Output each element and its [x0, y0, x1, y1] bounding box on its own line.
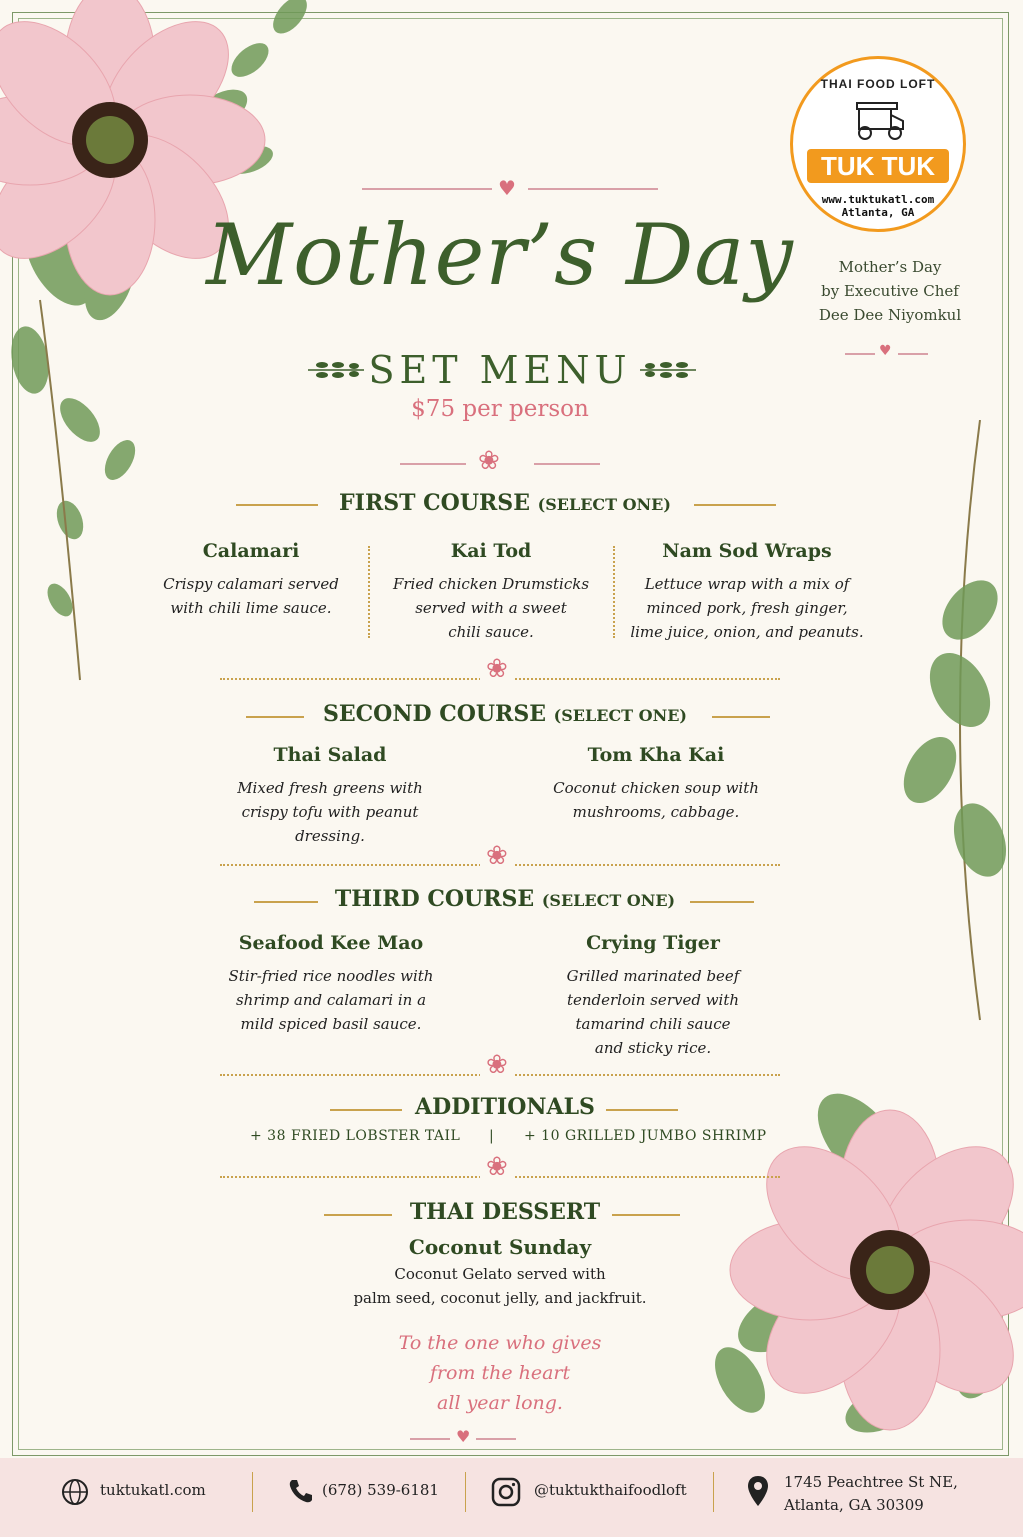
menu-item-desc	[528, 776, 784, 824]
desc-line: dressing.	[295, 827, 365, 845]
second-course-heading	[200, 701, 810, 727]
quote-line: all year long.	[437, 1392, 563, 1414]
desc-line: and sticky rice.	[594, 1039, 712, 1057]
logo-city-line: Atlanta, GA	[841, 206, 915, 219]
lotus-icon: ❀	[480, 1050, 514, 1080]
first-course-select: (SELECT ONE)	[537, 495, 671, 514]
chef-line-3: Dee Dee Niyomkul	[818, 306, 962, 324]
footer-website[interactable]: tuktukatl.com	[100, 1481, 206, 1499]
address-line: Atlanta, GA 30309	[784, 1496, 924, 1514]
lotus-icon: ❀	[480, 654, 514, 684]
first-course-title: FIRST COURSE	[339, 490, 530, 516]
menu-item-name: Nam Sod Wraps	[662, 540, 832, 562]
menu-item-name: Calamari	[202, 540, 300, 562]
course-rule-right	[694, 504, 776, 506]
desc-line: Fried chicken Drumsticks	[392, 575, 590, 593]
page-subtitle: SET MENU	[368, 348, 632, 392]
desc-line: Lettuce wrap with a mix of	[644, 575, 850, 593]
heart-icon: ♥	[456, 1427, 471, 1446]
desc-line: mushrooms, cabbage.	[572, 803, 740, 821]
quote-line: from the heart	[429, 1362, 571, 1384]
column-divider	[368, 546, 370, 638]
desc-line: Grilled marinated beef	[566, 967, 740, 985]
closing-quote	[340, 1328, 660, 1418]
course-rule-right	[612, 1214, 680, 1216]
desc-line: Crispy calamari served	[163, 575, 339, 593]
chef-line-2: by Executive Chef	[821, 282, 959, 300]
chef-line-1: Mother’s Day	[838, 258, 942, 276]
tuk-tuk-icon	[851, 97, 907, 143]
desc-line: palm seed, coconut jelly, and jackfruit.	[353, 1289, 647, 1307]
desc-line: lime juice, onion, and peanuts.	[630, 623, 864, 641]
logo-top-text: THAI FOOD LOFT	[820, 77, 936, 91]
instagram-icon	[490, 1476, 522, 1508]
second-course-title: SECOND COURSE	[323, 701, 546, 727]
footer-divider	[713, 1472, 714, 1512]
dessert-heading: THAI DESSERT	[409, 1199, 601, 1225]
quote-line: To the one who gives	[398, 1332, 602, 1354]
address-line: 1745 Peachtree St NE,	[784, 1473, 958, 1491]
lotus-icon: ❀	[480, 841, 514, 871]
third-course-select: (SELECT ONE)	[541, 891, 676, 910]
menu-item-name: Kai Tod	[450, 540, 532, 562]
desc-line: crispy tofu with peanut	[241, 803, 419, 821]
location-pin-icon	[746, 1474, 770, 1508]
menu-item-desc	[140, 572, 362, 620]
additionals-heading: ADDITIONALS	[415, 1094, 595, 1120]
desc-line: Coconut chicken soup with	[553, 779, 759, 797]
title-rule-right	[528, 188, 658, 190]
chef-note	[800, 255, 980, 327]
menu-item-name: Tom Kha Kai	[587, 744, 725, 766]
footer-divider	[465, 1472, 466, 1512]
lotus-icon: ❀	[480, 1152, 514, 1182]
additional-item: + 38 FRIED LOBSTER TAIL	[250, 1128, 461, 1144]
lotus-icon: ❀	[478, 446, 500, 476]
second-course-select: (SELECT ONE)	[553, 706, 687, 725]
chef-rule-right	[898, 353, 928, 355]
desc-line: shrimp and calamari in a	[235, 991, 427, 1009]
desc-line: with chili lime sauce.	[170, 599, 332, 617]
course-rule-right	[690, 901, 754, 903]
menu-item-desc	[206, 964, 456, 1036]
footer-divider	[252, 1472, 253, 1512]
menu-item-desc	[210, 776, 450, 848]
heart-icon: ♥	[879, 343, 892, 359]
desc-line: served with a sweet	[415, 599, 567, 617]
menu-item-name: Crying Tiger	[586, 932, 720, 954]
additional-separator: |	[489, 1128, 495, 1144]
title-rule-left	[362, 188, 492, 190]
menu-item-name: Seafood Kee Mao	[238, 932, 424, 954]
tuk-tuk-logo	[790, 56, 966, 232]
phone-icon	[286, 1476, 316, 1506]
logo-url-line: www.tuktukatl.com	[821, 193, 935, 206]
quote-rule-right	[476, 1438, 516, 1440]
lotus-rule-right	[534, 463, 600, 465]
course-rule-right	[606, 1109, 678, 1111]
column-divider	[613, 546, 615, 638]
desc-line: mild spiced basil sauce.	[240, 1015, 422, 1033]
dessert-desc	[300, 1262, 700, 1310]
lotus-rule-left	[400, 463, 466, 465]
dessert-name: Coconut Sunday	[408, 1235, 592, 1259]
logo-name: TUK TUK	[807, 149, 949, 183]
page-title: Mother’s Day	[206, 206, 794, 304]
menu-item-desc	[530, 964, 776, 1060]
third-course-title: THIRD COURSE	[334, 886, 535, 912]
chef-rule-left	[845, 353, 875, 355]
leaf-sprig-icon	[638, 358, 698, 382]
quote-rule-left	[410, 1438, 450, 1440]
footer-instagram[interactable]: @tuktukthaifoodloft	[534, 1481, 687, 1499]
logo-url	[793, 193, 963, 219]
footer-address	[784, 1471, 958, 1517]
desc-line: tenderloin served with	[566, 991, 740, 1009]
globe-icon	[60, 1477, 90, 1507]
desc-line: Mixed fresh greens with	[237, 779, 423, 797]
course-rule-right	[712, 716, 770, 718]
desc-line: tamarind chili sauce	[575, 1015, 731, 1033]
menu-item-name: Thai Salad	[273, 744, 387, 766]
heart-icon: ♥	[498, 176, 516, 200]
desc-line: Stir-fried rice noodles with	[228, 967, 434, 985]
menu-item-desc	[626, 572, 868, 644]
additional-item: + 10 GRILLED JUMBO SHRIMP	[524, 1128, 767, 1144]
desc-line: chili sauce.	[448, 623, 534, 641]
menu-item-desc	[378, 572, 604, 644]
footer-phone[interactable]: (678) 539-6181	[322, 1481, 439, 1499]
first-course-heading	[200, 490, 810, 516]
desc-line: minced pork, fresh ginger,	[646, 599, 848, 617]
price: $75 per person	[411, 396, 589, 422]
desc-line: Coconut Gelato served with	[394, 1265, 606, 1283]
third-course-heading	[200, 886, 810, 912]
